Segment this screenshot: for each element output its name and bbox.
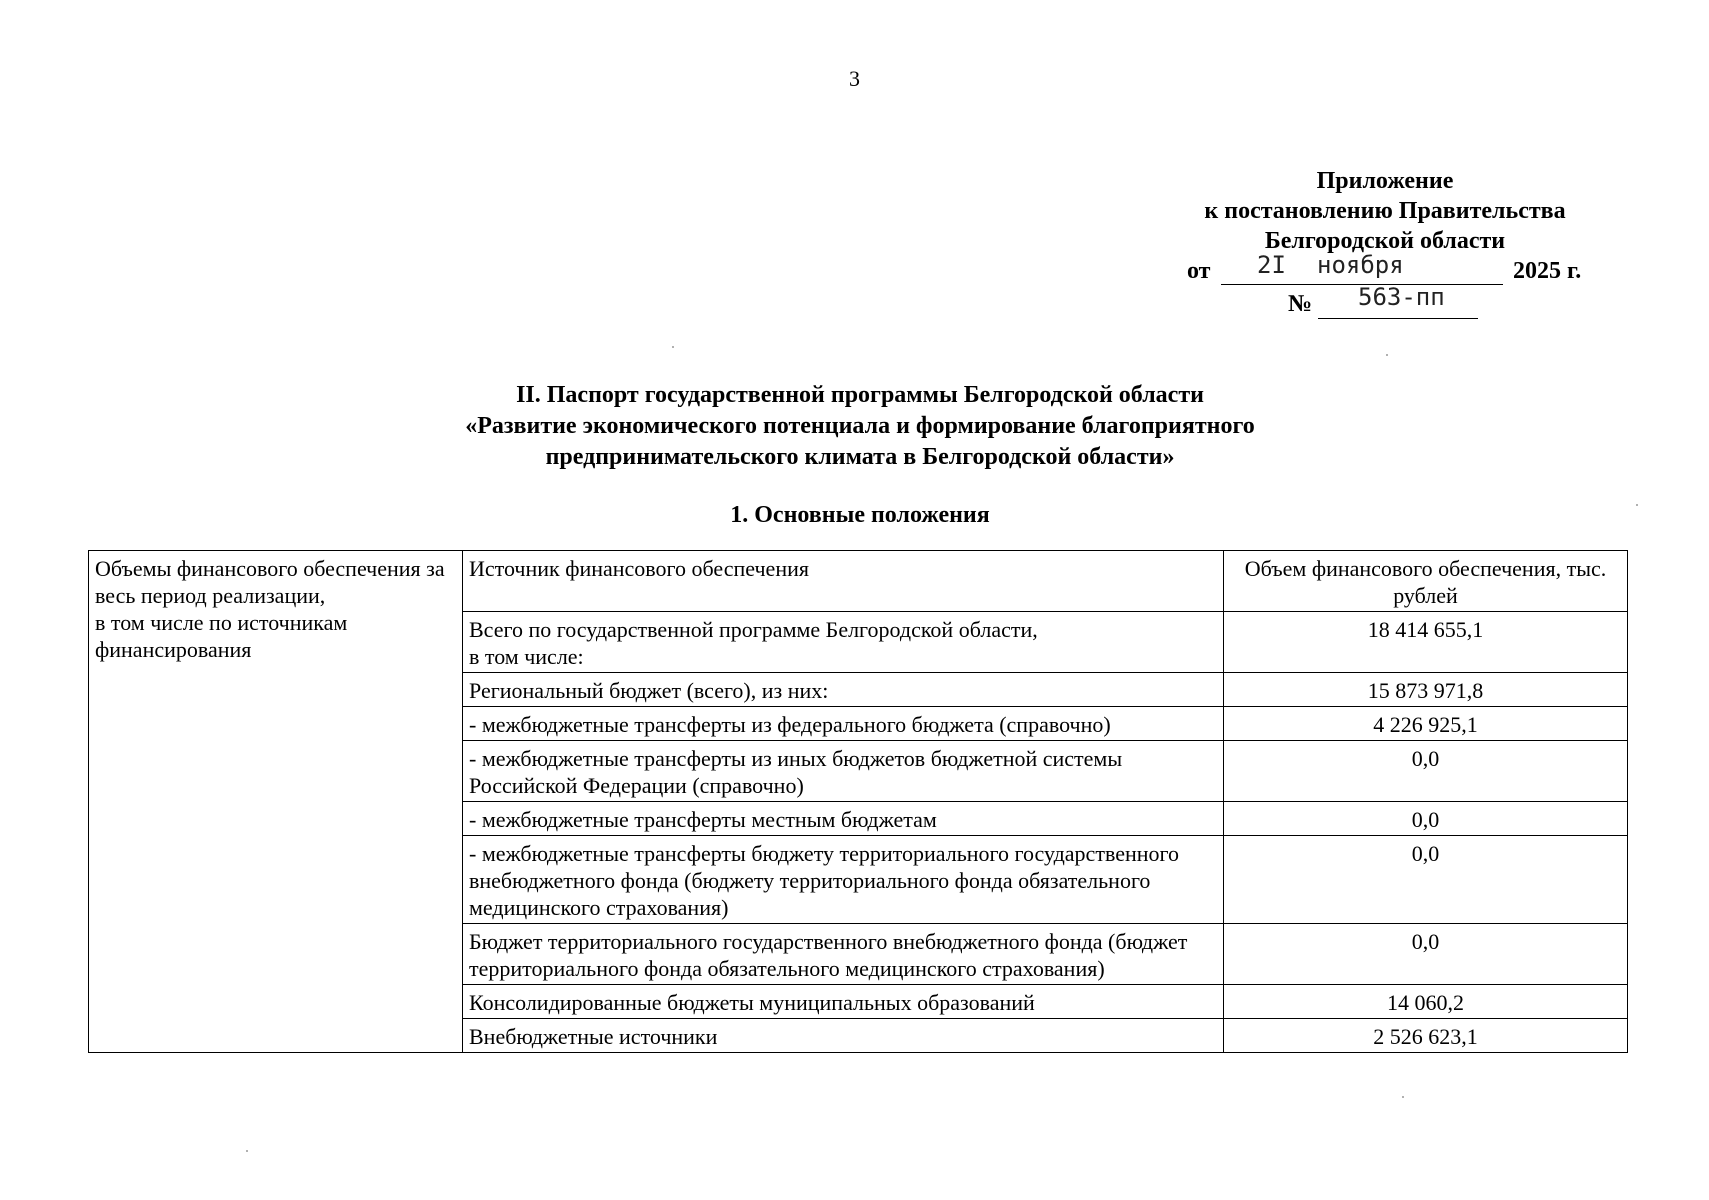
scan-speck <box>246 1150 248 1152</box>
number-prefix: № <box>1288 291 1313 317</box>
row-value: 15 873 971,8 <box>1224 673 1628 707</box>
section-title: 1. Основные положения <box>730 502 990 528</box>
appendix-line-3: Белгородской области <box>1264 228 1506 254</box>
appendix-line-2: к постановлению Правительства <box>1204 198 1566 224</box>
row-source: - межбюджетные трансферты бюджету территориального государственного внебюджетного фонда (бюджету территориального фонда обязательного медицинского страхования) <box>463 836 1224 924</box>
scan-speck <box>672 346 674 348</box>
page-number: 3 <box>849 66 860 91</box>
row-value: 18 414 655,1 <box>1224 612 1628 673</box>
scan-speck <box>1636 504 1638 506</box>
financing-label-cell <box>89 551 463 1053</box>
header-volume: Объем финансового обеспечения, тыс. рублей <box>1224 551 1628 612</box>
financing-table <box>88 550 1628 1053</box>
document-title <box>0 380 1709 473</box>
row-source: Всего по государственной программе Белгородской области, в том числе: <box>463 612 1224 673</box>
title-line-3: предпринимательского климата в Белгородской области» <box>545 444 1175 470</box>
row-source: Бюджет территориального государственного внебюджетного фонда (бюджет территориального фонда обязательного медицинского страхования) <box>463 924 1224 985</box>
row-value: 2 526 623,1 <box>1224 1019 1628 1053</box>
row-value: 0,0 <box>1224 836 1628 924</box>
appendix-title: Приложение <box>1316 168 1454 194</box>
date-prefix: от <box>1187 258 1211 284</box>
row-source: - межбюджетные трансферты из иных бюджетов бюджетной системы Российской Федерации (справочно) <box>463 741 1224 802</box>
date-year: 2025 г. <box>1513 258 1582 284</box>
row-value: 14 060,2 <box>1224 985 1628 1019</box>
scan-speck <box>1386 354 1388 356</box>
row-value: 0,0 <box>1224 802 1628 836</box>
decree-number <box>1288 283 1488 320</box>
table-header-row <box>89 551 1628 612</box>
row-source: - межбюджетные трансферты из федерального бюджета (справочно) <box>463 707 1224 741</box>
title-line-1: II. Паспорт государственной программы Белгородской области <box>516 382 1204 408</box>
scan-speck <box>1402 1096 1404 1098</box>
title-line-2: «Развитие экономического потенциала и формирование благоприятного <box>465 413 1255 439</box>
row-source: Консолидированные бюджеты муниципальных образований <box>463 985 1224 1019</box>
date-fill-line <box>1221 251 1503 285</box>
row-value: 0,0 <box>1224 924 1628 985</box>
financing-label: Объемы финансового обеспечения за весь период реализации, в том числе по источникам финансирования <box>95 556 445 662</box>
number-value: 563-пп <box>1358 283 1445 311</box>
row-source: Региональный бюджет (всего), из них: <box>463 673 1224 707</box>
date-month: ноября <box>1317 251 1404 279</box>
row-value: 4 226 925,1 <box>1224 707 1628 741</box>
header-source: Источник финансового обеспечения <box>463 551 1224 612</box>
appendix-block <box>1180 166 1590 256</box>
date-day: 2I <box>1257 251 1286 279</box>
row-value: 0,0 <box>1224 741 1628 802</box>
row-source: - межбюджетные трансферты местным бюджетам <box>463 802 1224 836</box>
number-fill-line <box>1318 283 1478 319</box>
row-source: Внебюджетные источники <box>463 1019 1224 1053</box>
